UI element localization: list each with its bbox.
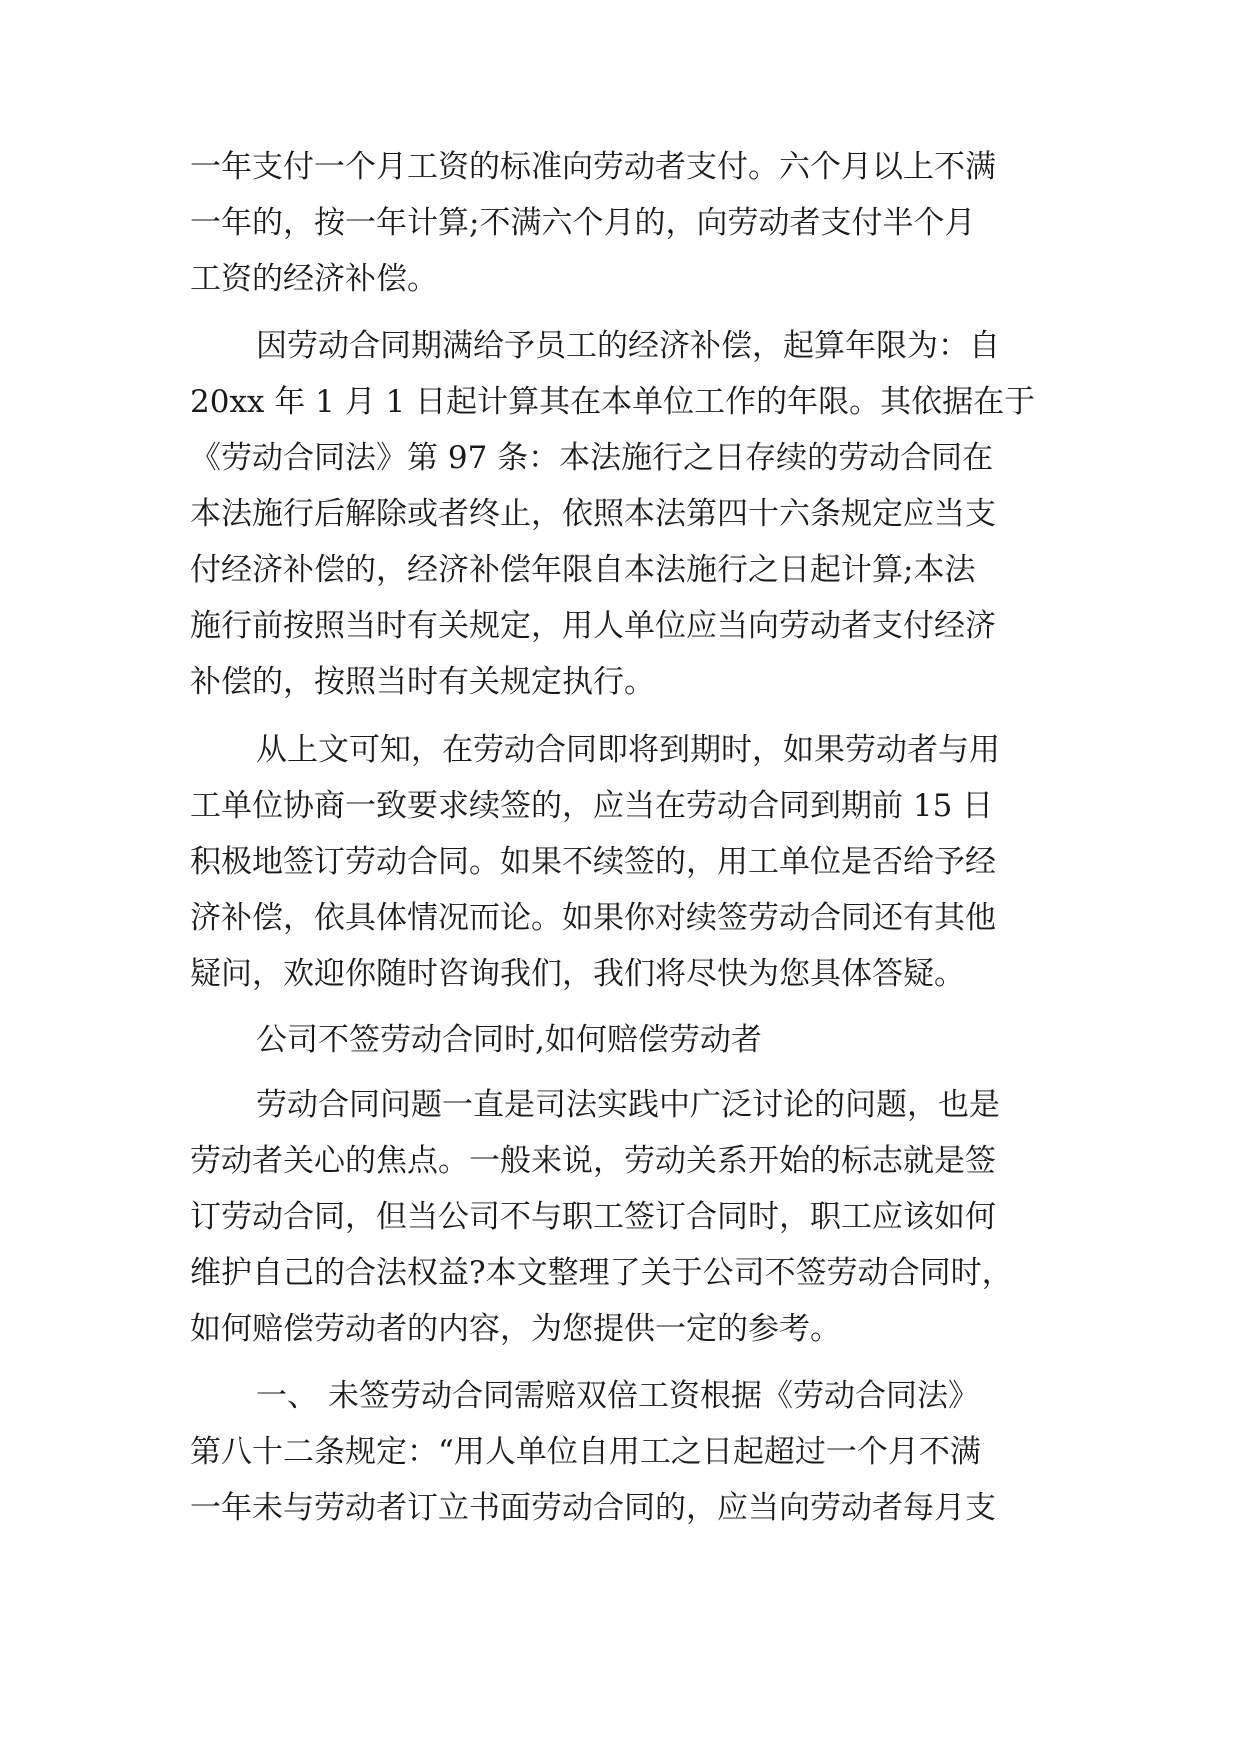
item-text: 未签劳动合同需赔双倍工资根据《劳动合同法》	[328, 1378, 979, 1414]
text-line: 疑问，欢迎你随时咨询我们，我们将尽快为您具体答疑。	[190, 956, 965, 992]
text-line: 工资的经济补偿。	[190, 261, 438, 297]
text-line: 一年支付一个月工资的标准向劳动者支付。六个月以上不满	[190, 149, 996, 185]
section-heading: 公司不签劳动合同时,如何赔偿劳动者	[256, 1022, 762, 1058]
text-line: 一年未与劳动者订立书面劳动合同的，应当向劳动者每月支	[190, 1490, 996, 1526]
text-line: 《劳动合同法》第 97 条：本法施行之日存续的劳动合同在	[190, 440, 994, 476]
paragraph-first-line: 从上文可知，在劳动合同即将到期时，如果劳动者与用	[256, 732, 1000, 768]
text-line: 劳动者关心的焦点。一般来说，劳动关系开始的标志就是签	[190, 1143, 996, 1179]
text-line: 一年的，按一年计算;不满六个月的，向劳动者支付半个月	[190, 205, 976, 241]
text-line: 维护自己的合法权益?本文整理了关于公司不签劳动合同时，	[190, 1255, 1013, 1291]
text-line: 补偿的，按照当时有关规定执行。	[190, 664, 655, 700]
numbered-item-line	[256, 1366, 1050, 1426]
text-line: 积极地签订劳动合同。如果不续签的，用工单位是否给予经	[190, 844, 996, 880]
paragraph-first-line: 劳动合同问题一直是司法实践中广泛讨论的问题，也是	[256, 1087, 1000, 1123]
text-line: 施行前按照当时有关规定，用人单位应当向劳动者支付经济	[190, 608, 996, 644]
text-line: 工单位协商一致要求续签的，应当在劳动合同到期前 15 日	[190, 788, 994, 824]
text-line: 本法施行后解除或者终止，依照本法第四十六条规定应当支	[190, 496, 996, 532]
item-marker: 一、	[256, 1378, 318, 1414]
text-line: 济补偿，依具体情况而论。如果你对续签劳动合同还有其他	[190, 900, 996, 936]
text-line: 如何赔偿劳动者的内容，为您提供一定的参考。	[190, 1311, 841, 1347]
text-line: 付经济补偿的，经济补偿年限自本法施行之日起计算;本法	[190, 552, 976, 588]
paragraph-first-line: 因劳动合同期满给予员工的经济补偿，起算年限为：自	[256, 328, 1000, 364]
text-line: 订劳动合同，但当公司不与职工签订合同时，职工应该如何	[190, 1199, 996, 1235]
text-line: 第八十二条规定：“用人单位自用工之日起超过一个月不满	[190, 1434, 981, 1470]
text-line: 20xx 年 1 月 1 日起计算其在本单位工作的年限。其依据在于	[190, 384, 1036, 420]
